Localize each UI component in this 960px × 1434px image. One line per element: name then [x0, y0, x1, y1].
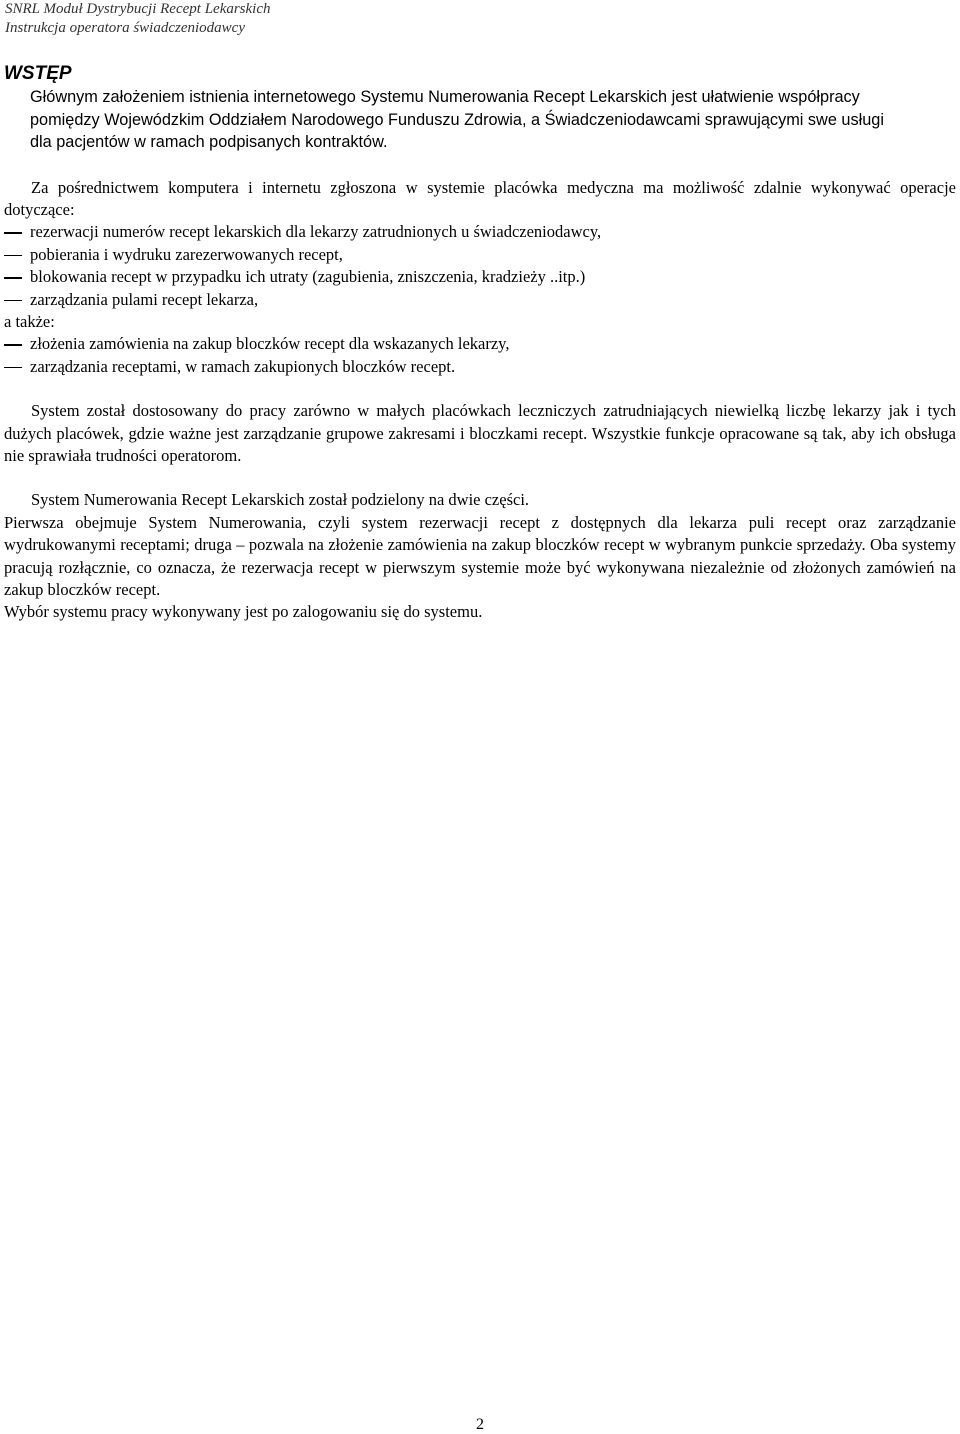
- operations-list: [4, 221, 956, 311]
- list-item: złożenia zamówienia na zakup bloczków recept dla wskazanych lekarzy,: [4, 333, 956, 355]
- document-header: [5, 0, 271, 38]
- intro-line: dla pacjentów w ramach podpisanych kontraktów.: [30, 133, 388, 151]
- parts-paragraph: Pierwsza obejmuje System Numerowania, czyli system rezerwacji recept z dostępnych dla lekarza puli recept oraz zarządzanie wydrukowanymi receptami; druga – pozwala na złożenie zamówienia na zakup bloczków recept w wybranym punkcie sprzedaży. Oba systemy pracują rozłącznie, co oznacza, że rezerwacja recept w pierwszym systemie może być wykonywana niezależnie od złożonych zamówień na zakup bloczków recept.: [4, 512, 956, 599]
- choice-paragraph: Wybór systemu pracy wykonywany jest po zalogowaniu się do systemu.: [4, 602, 483, 622]
- list-item: rezerwacji numerów recept lekarskich dla lekarzy zatrudnionych u świadczeniodawcy,: [4, 221, 956, 243]
- list-item: zarządzania pulami recept lekarza,: [4, 289, 956, 311]
- operations-intro: Za pośrednictwem komputera i internetu zgłoszona w systemie placówka medyczna ma możliwość zdalnie wykonywać operacje dotyczące:: [4, 177, 956, 219]
- list-item: pobierania i wydruku zarezerwowanych recept,: [4, 244, 956, 266]
- header-module-title: SNRL Moduł Dystrybucji Recept Lekarskich: [5, 1, 271, 17]
- parts-intro: System Numerowania Recept Lekarskich został podzielony na dwie części.: [31, 490, 530, 510]
- page-number: 2: [476, 1416, 484, 1433]
- list-item: zarządzania receptami, w ramach zakupionych bloczków recept.: [4, 356, 956, 378]
- intro-paragraph: [4, 86, 956, 154]
- page-content: [4, 62, 956, 624]
- list-item: blokowania recept w przypadku ich utraty (zagubienia, zniszczenia, kradzieży ..itp.): [4, 266, 956, 288]
- intro-line: Głównym założeniem istnienia internetowego Systemu Numerowania Recept Lekarskich jest ułatwienie współpracy: [30, 88, 860, 106]
- intro-line: pomiędzy Wojewódzkim Oddziałem Narodowego Funduszu Zdrowia, a Świadczeniodawcami sprawującymi swe usługi: [30, 110, 884, 129]
- section-title: WSTĘP: [4, 63, 72, 84]
- system-paragraph: System został dostosowany do pracy zarówno w małych placówkach leczniczych zatrudniających niewielką liczbę lekarzy jak i tych dużych placówek, gdzie ważne jest zarządzanie grupowe zakresami i bloczkami recept. Wszystkie funkcje opracowane są tak, aby ich obsługa nie sprawiała trudności operatorom.: [4, 401, 956, 465]
- also-operations-list: [4, 333, 956, 378]
- header-manual-title: Instrukcja operatora świadczeniodawcy: [5, 20, 245, 36]
- also-label: a także:: [4, 311, 55, 331]
